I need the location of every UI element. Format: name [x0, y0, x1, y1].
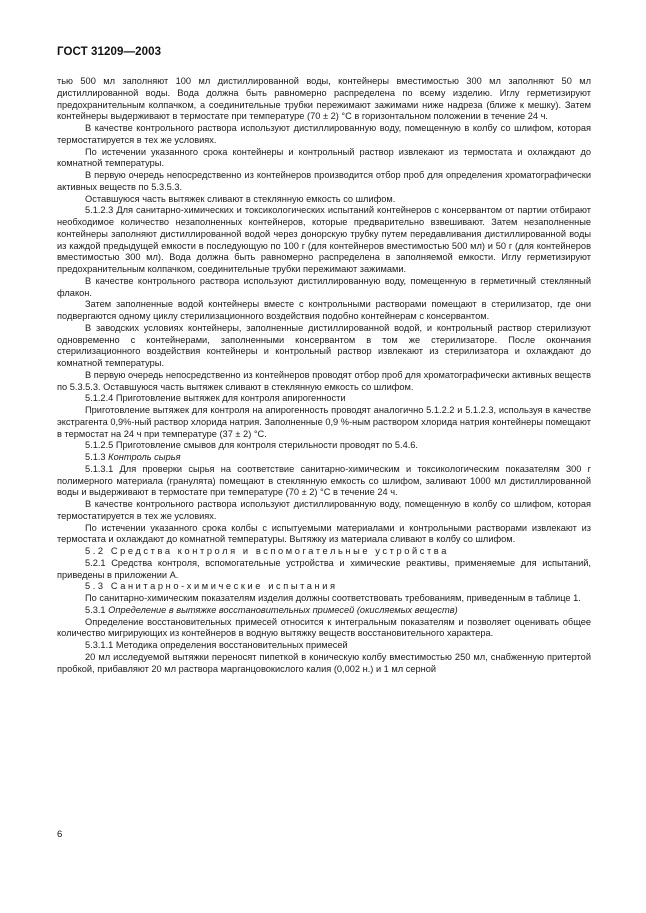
paragraph: 5.1.2.5 Приготовление смывов для контроля стерильности проводят по 5.4.6.	[85, 440, 418, 451]
paragraph: В первую очередь непосредственно из контейнеров проводят отбор проб для хроматографически активных веществ по 5.3.5.3. Оставшуюся часть вытяжек сливают в стеклянную емкость со шлифом.	[57, 369, 591, 392]
section-heading: 5.2 Средства контроля и вспомогательные устройства	[85, 546, 449, 556]
paragraph: Оставшуюся часть вытяжек сливают в стеклянную емкость со шлифом.	[85, 193, 396, 204]
paragraph: По истечении указанного срока контейнеры и контрольный раствор извлекают из термостата и охлаждают до комнатной температуры.	[57, 146, 591, 169]
paragraph: 5.3.1.1 Методика определения восстановительных примесей	[85, 640, 348, 650]
paragraph: В качестве контрольного раствора используют дистиллированную воду, помещенную в герметичный стеклянный флакон.	[57, 275, 591, 298]
paragraph: Определение восстановительных примесей относится к интегральным показателям и позволяет оценивать общее количество мигрирующих из контейнеров в водную вытяжку веществ восстановительного характера.	[57, 616, 591, 639]
section-number: 5.3.1	[85, 604, 109, 615]
paragraph: В первую очередь непосредственно из контейнеров производится отбор проб для определения хроматографически активных веществ по 5.3.5.3.	[57, 170, 591, 192]
section-title: Контроль сырья	[108, 452, 181, 462]
paragraph: тью 500 мл заполняют 100 мл дистиллированной воды, контейнеры вместимостью 300 мл заполняют 50 мл дистиллированной воды. Вода должна быть равномерно распределена по всему изделию. Иглу герметизируют предохранительным колпачком, а соединительные трубки пережимают зажимами ниже надреза (ближе к мешку). Затем контейнеры выдерживают в термостате при температуре (70 ± 2) °С в горизонтальном положении в течение 24 ч.	[57, 76, 591, 122]
paragraph: Приготовление вытяжек для контроля на апирогенность проводят аналогично 5.1.2.2 и 5.1.2.3, используя в качестве экстрагента 0,9%-ный раствор хлорида натрия. Заполненные 0,9 %-ным раствором хлорида натрия контейнеры помещают в термостат на 24 ч при температуре (37 ± 2) °С.	[57, 405, 591, 439]
document-header: ГОСТ 31209—2003	[57, 46, 162, 58]
paragraph: Затем заполненные водой контейнеры вместе с контрольными растворами помещают в стерилизатор, где они подвергаются одному циклу стерилизационного воздействия подобно контейнерам с консервантом.	[57, 299, 591, 321]
section-heading: 5.3 Санитарно-химические испытания	[85, 581, 338, 592]
section-heading	[57, 452, 591, 464]
paragraph: По истечении указанного срока колбы с испытуемыми материалами и контрольными растворами извлекают из термостата и охлаждают до комнатной температуры. Вытяжку из материала сливают в колбу со шлифом.	[57, 522, 591, 545]
section-title: Определение в вытяжке восстановительных примесей (окисляемых веществ)	[108, 604, 458, 615]
paragraph: 20 мл исследуемой вытяжки переносят пипеткой в коническую колбу вместимостью 250 мл, снабженную притертой пробкой, прибавляют 20 мл раствора марганцовокислого калия (0,002 н.) и 1 мл серной	[57, 651, 591, 674]
paragraph: 5.1.3.1 Для проверки сырья на соответствие санитарно-химическим и токсикологическим показателям 300 г полимерного материала (гранулята) помещают в стеклянную емкость со шлифом, заливают 1000 мл дистиллированной воды и выдерживают в термостате при температуре (70 ± 2) °С в течение 24 ч.	[57, 463, 591, 498]
document-body	[57, 76, 591, 675]
paragraph: 5.1.2.4 Приготовление вытяжек для контроля апирогенности	[85, 393, 346, 404]
section-number: 5.1.3	[85, 452, 109, 462]
section-heading	[57, 605, 591, 617]
paragraph: В заводских условиях контейнеры, заполненные дистиллированной водой, и контрольный раствор стерилизуют одновременно с контейнерами, заполненными консервантом в том же стерилизаторе. После окончания стерилизационного воздействия контейнеры и контрольный раствор извлекают из стерилизатора и охлаждают до комнатной температуры.	[57, 322, 591, 368]
page-number: 6	[57, 829, 63, 840]
paragraph: 5.2.1 Средства контроля, вспомогательные устройства и химические реактивы, применяемые для испытаний, приведены в приложении А.	[57, 557, 591, 580]
paragraph: По санитарно-химическим показателям изделия должны соответствовать требованиям, приведенным в таблице 1.	[85, 593, 581, 603]
paragraph: В качестве контрольного раствора используют дистиллированную воду, помещенную в колбу со шлифом, которая термостатируется в тех же условиях.	[57, 499, 591, 521]
paragraph: 5.1.2.3 Для санитарно-химических и токсикологических испытаний контейнеров с консервантом от партии отбирают необходимое количество незаполненных контейнеров, которые предварительно взвешивают. Затем незаполненные контейнеры заполняют дистиллированной водой через донорскую трубку путем передавливания дистиллированной воды из каждой предыдущей емкости в последующую по 100 г (для контейнеров вместимостью 500 мл) и 50 г (для контейнеров вместимостью 300 мл). Вода должна быть равномерно распределена в заполняемой емкости. Иглу герметизируют предохранительным колпачком, соединительные трубки пережимают зажимами.	[57, 205, 591, 274]
paragraph: В качестве контрольного раствора используют дистиллированную воду, помещенную в колбу со шлифом, которая термостатируется в тех же условиях.	[57, 123, 591, 145]
